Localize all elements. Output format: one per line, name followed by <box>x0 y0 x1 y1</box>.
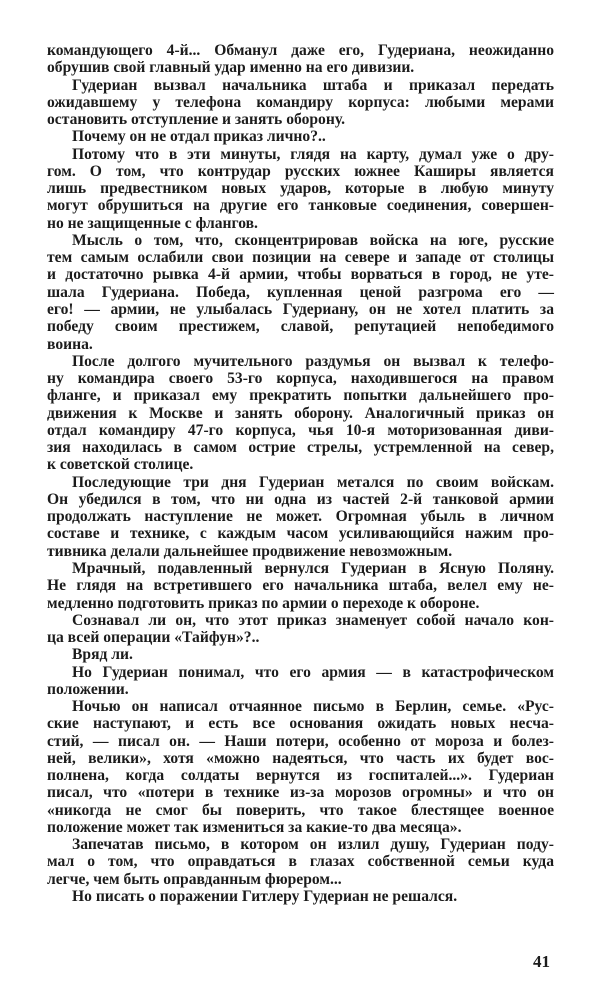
text-line: командующего 4-й... Обманул даже его, Гудериана, неожиданно <box>47 42 554 59</box>
text-line: Он убедился в том, что ни одна из частей 2-й танковой армии <box>47 490 554 508</box>
paragraph <box>47 232 554 353</box>
text-line: зия находилась в самом острие стрелы, устремленной на север, <box>47 439 554 457</box>
text-line: Сознавал ли он, что этот приказ знаменует собой начало кон- <box>72 611 554 629</box>
paragraph <box>47 128 554 145</box>
text-line: движения к Москве и занять оборону. Аналогичный приказ он <box>47 404 554 422</box>
text-line: его! — армии, не улыбалась Гудериану, он не хотел платить за <box>47 300 554 318</box>
text-line: стий, — писал он. — Наши потери, особенно от мороза и болез- <box>47 732 554 750</box>
text-line: к советской столице. <box>47 456 194 474</box>
text-line: мал о том, что оправдаться в глазах собственной семьи куда <box>47 853 554 871</box>
page-body-text <box>47 42 554 905</box>
text-line: Почему он не отдал приказ лично?.. <box>72 128 326 146</box>
text-line: победу своим престижем, славой, репутацией непобедимого <box>47 318 554 336</box>
paragraph <box>47 560 554 612</box>
text-line: Последующие три дня Гудериан метался по своим войскам. <box>72 473 554 491</box>
text-line: положение может так измениться за какие-то два месяца». <box>47 818 462 836</box>
text-line: После долгого мучительного раздумья он вызвал к телефо- <box>72 352 554 370</box>
text-line: обрушив свой главный удар именно на его дивизии. <box>47 59 415 77</box>
text-line: ней, велики», хотя «можно надеяться, что часть их будет вос- <box>47 749 554 767</box>
text-line: Запечатав письмо, в котором он излил душу, Гудериан поду- <box>72 836 554 854</box>
text-line: Вряд ли. <box>72 646 133 664</box>
text-line: и достаточно рывка 4-й армии, чтобы ворваться в город, не уте- <box>47 266 554 284</box>
text-line: фланге, и приказал ему прекратить попытки дальнейшего про- <box>47 387 554 405</box>
text-line: ожидавшему у телефона командиру корпуса: любыми мерами <box>47 93 554 111</box>
text-line: но не защищенные с флангов. <box>47 214 258 232</box>
paragraph <box>47 646 554 663</box>
paragraph <box>47 474 554 560</box>
text-line: продолжать наступление не может. Огромная убыль в личном <box>47 508 554 526</box>
text-line: воина. <box>47 335 93 353</box>
text-line: писал, что «потери в технике из-за морозов огромны» и что он <box>47 784 554 802</box>
text-line: «никогда не смог бы поверить, что такое блестящее военное <box>47 801 554 819</box>
paragraph <box>47 353 554 474</box>
text-line: Не глядя на встретившего его начальника штаба, велел ему не- <box>47 577 554 595</box>
text-line: положении. <box>47 680 129 698</box>
text-line: остановить отступление и занять оборону. <box>47 111 345 129</box>
text-line: могут обрушиться на другие его танковые соединения, совершен- <box>47 197 554 215</box>
text-line: Но Гудериан понимал, что его армия — в катастрофическом <box>72 663 554 681</box>
text-line: Гудериан вызвал начальника штаба и приказал передать <box>72 76 554 94</box>
paragraph <box>47 42 554 77</box>
paragraph <box>47 888 554 905</box>
text-line: полнена, когда солдаты вернутся из госпиталей...». Гудериан <box>47 767 554 785</box>
text-line: Мрачный, подавленный вернулся Гудериан в Ясную Поляну. <box>72 559 554 577</box>
text-line: ские наступают, и есть все основания ожидать новых несча- <box>47 715 554 733</box>
text-line: медленно подготовить приказ по армии о переходе к обороне. <box>47 594 480 612</box>
paragraph <box>47 664 554 699</box>
paragraph <box>47 698 554 836</box>
text-line: составе и технике, с каждым часом усиливающийся нажим про- <box>47 525 554 543</box>
text-line: ца всей операции «Тайфун»?.. <box>47 629 260 647</box>
paragraph <box>47 77 554 129</box>
text-line: Ночью он написал отчаянное письмо в Берлин, семье. «Рус- <box>72 698 554 716</box>
text-line: легче, чем быть оправданным фюрером... <box>47 870 342 888</box>
text-line: тивника делали дальнейшее продвижение невозможным. <box>47 542 453 560</box>
paragraph <box>47 836 554 888</box>
text-line: лишь предвестником новых ударов, которые в любую минуту <box>47 180 554 198</box>
paragraph <box>47 146 554 232</box>
text-line: шала Гудериана. Победа, купленная ценой разгрома его — <box>47 283 554 301</box>
text-line: ну командира своего 53-го корпуса, находившегося на правом <box>47 370 554 388</box>
text-line: Потому что в эти минуты, глядя на карту, думал уже о дру- <box>72 145 554 163</box>
text-line: Мысль о том, что, сконцентрировав войска на юге, русские <box>72 231 554 249</box>
text-line: отдал командиру 47-го корпуса, чья 10-я моторизованная диви- <box>47 421 554 439</box>
paragraph <box>47 612 554 647</box>
page-number: 41 <box>533 952 550 971</box>
text-line: тем самым ослабили свои позиции на севере и западе от столицы <box>47 249 554 267</box>
text-line: гом. О том, что контрудар русских южнее Каширы является <box>47 162 554 180</box>
text-line: Но писать о поражении Гитлеру Гудериан не решался. <box>72 888 458 906</box>
